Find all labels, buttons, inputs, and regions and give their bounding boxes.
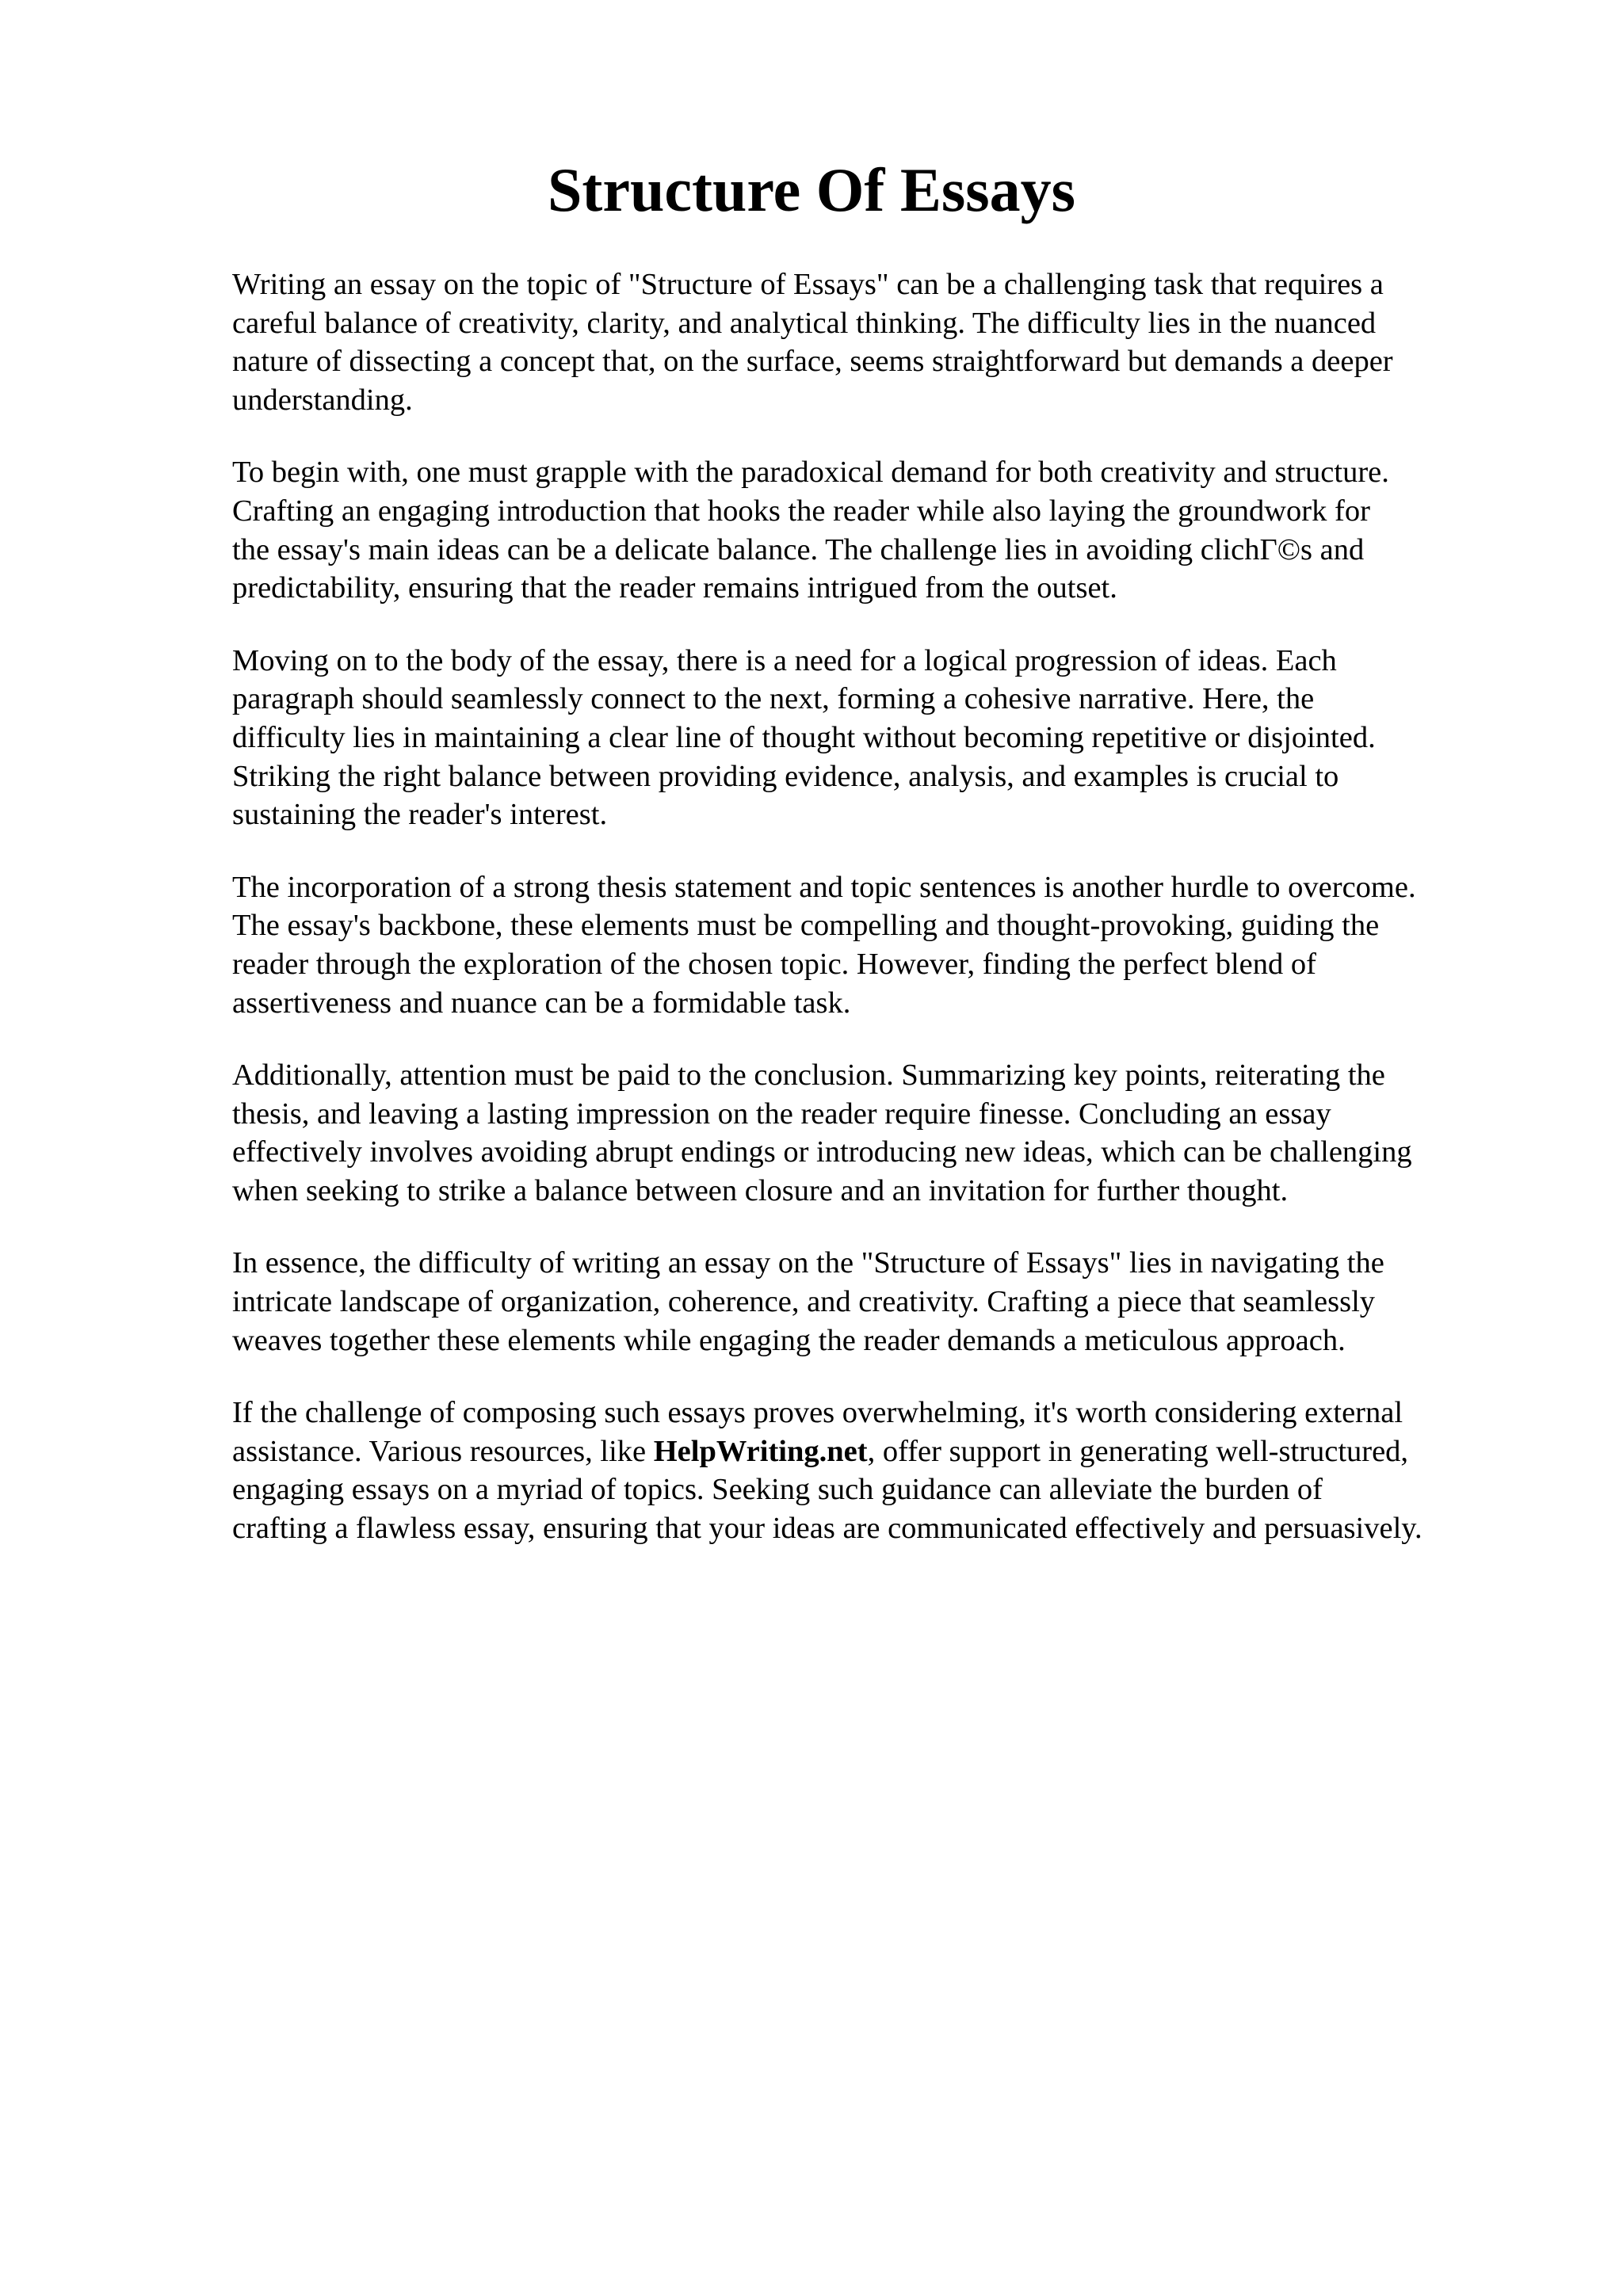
text-line: understanding. — [232, 383, 413, 417]
text-line: intricate landscape of organization, coherence, and creativity. Crafting a piece that seamlessly — [232, 1285, 1376, 1319]
text-line: thesis, and leaving a lasting impression on the reader require finesse. Concluding an essay — [232, 1097, 1331, 1131]
paragraph-1 — [232, 265, 1548, 419]
text-line: Moving on to the body of the essay, there is a need for a logical progression of ideas. Each — [232, 643, 1337, 677]
text-line: In essence, the difficulty of writing an essay on the "Structure of Essays" lies in navigating the — [232, 1246, 1384, 1280]
text-line: effectively involves avoiding abrupt endings or introducing new ideas, which can be challenging — [232, 1135, 1412, 1169]
paragraph-6 — [232, 1244, 1548, 1360]
text-line: the essay's main ideas can be a delicate balance. The challenge lies in avoiding clichГ©s and — [232, 532, 1365, 566]
essay-body — [232, 265, 1548, 1582]
text-line-with-link — [232, 1432, 1548, 1471]
text-line: careful balance of creativity, clarity, and analytical thinking. The difficulty lies in the nuanced — [232, 306, 1377, 340]
text-line: The essay's backbone, these elements must be compelling and thought-provoking, guiding the — [232, 909, 1380, 943]
text-line: nature of dissecting a concept that, on the surface, seems straightforward but demands a deeper — [232, 345, 1393, 379]
paragraph-3 — [232, 642, 1548, 834]
paragraph-7 — [232, 1394, 1548, 1547]
text-line: engaging essays on a myriad of topics. Seeking such guidance can alleviate the burden of — [232, 1473, 1323, 1507]
text-line: weaves together these elements while engaging the reader demands a meticulous approach. — [232, 1323, 1346, 1357]
paragraph-4 — [232, 868, 1548, 1022]
text-segment: assistance. Various resources, like — [232, 1434, 654, 1468]
text-line: Striking the right balance between providing evidence, analysis, and examples is crucial to — [232, 759, 1339, 793]
text-line: crafting a flawless essay, ensuring that your ideas are communicated effectively and persuasively. — [232, 1512, 1423, 1546]
text-line: paragraph should seamlessly connect to the next, forming a cohesive narrative. Here, the — [232, 682, 1315, 716]
text-line: If the challenge of composing such essays proves overwhelming, it's worth considering external — [232, 1396, 1403, 1430]
text-segment: , offer support in generating well-structured, — [867, 1434, 1409, 1468]
text-line: Crafting an engaging introduction that hooks the reader while also laying the groundwork for — [232, 494, 1370, 528]
text-line: The incorporation of a strong thesis statement and topic sentences is another hurdle to overcome. — [232, 870, 1416, 904]
text-line: difficulty lies in maintaining a clear line of thought without becoming repetitive or disjointed. — [232, 720, 1376, 754]
text-line: sustaining the reader's interest. — [232, 798, 608, 832]
text-line: To begin with, one must grapple with the paradoxical demand for both creativity and structure. — [232, 456, 1389, 490]
paragraph-5 — [232, 1056, 1548, 1210]
paragraph-2 — [232, 453, 1548, 607]
text-line: Writing an essay on the topic of "Structure of Essays" can be a challenging task that requires a — [232, 268, 1384, 301]
helpwriting-link[interactable]: HelpWriting.net — [653, 1434, 868, 1468]
text-line: reader through the exploration of the chosen topic. However, finding the perfect blend of — [232, 947, 1316, 981]
page-title: Structure Of Essays — [548, 155, 1075, 224]
text-line: Additionally, attention must be paid to the conclusion. Summarizing key points, reiterating the — [232, 1058, 1385, 1093]
text-line: assertiveness and nuance can be a formidable task. — [232, 986, 851, 1020]
text-line: when seeking to strike a balance between closure and an invitation for further thought. — [232, 1173, 1289, 1207]
text-line: predictability, ensuring that the reader remains intrigued from the outset. — [232, 571, 1117, 605]
